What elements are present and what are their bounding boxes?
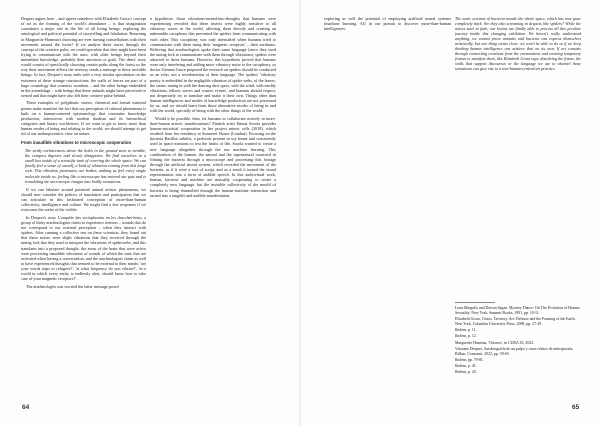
italic-passage: The sonic screams of bacteria invade the whole space, which has now gone completely dark. Are they also screaming in despair, like spiders? While the noises start to fade, our brains are finally able to process all this peculiar journey inside this changing exhibition. We haven't really understood anything, we cannot prove animals and bacteria can express themselves artistically, but one thing seems clear: we won't be able to do so if we keep thinking human intelligence can achieve that on its own. If art consists through connecting creations from the environment and creating temporary frames to manifest them, like Elizabeth Grosz says, dissolving the frame, the walls that support discourses or the language we use to channel these sensations can give rise to a non-human-centred art practice. xyxy=(455,16,581,71)
right-page-column-1 xyxy=(324,16,451,394)
book-gutter xyxy=(299,0,301,426)
footnote: Marguerite Humeau, 'Oriones', in CURA 30, 2022. xyxy=(455,340,535,345)
body-paragraph: If we can fabulate around potential animal artistic phenomena, we should now consider the politics of translation and participation that we can articulate in this fashioned conception of more-than-human collectivity, intelligence and culture. We might find a few responses if we overcome the realm of the visible. xyxy=(21,186,146,213)
footnote: Ibidem, p. 43. xyxy=(455,370,477,375)
page-number-right: 65 xyxy=(572,404,580,411)
footnotes xyxy=(455,302,581,377)
left-page-column-1 xyxy=(21,16,146,394)
footnote: Ibidem, p. 41. xyxy=(455,364,477,369)
footnote: Lynn Margulis and Dorion Sagan, Mystery Dance: On The Evolution of Human Sexuality. New York, Summit Books, 1991, pp. 10-11. xyxy=(455,306,580,315)
footnote: Ibidem, p. 11. xyxy=(455,328,477,333)
body-paragraph: a hypothesis: those vibrations-turned-into-thoughts that humans were experiencing revealed that these insects were highly sensitive to all vibratory waves in the world, affecting them directly and creating an unbearable cacophony that prevented the spiders from communicating with each other. This cacophony was only intensified when humans tried to communicate with them using their 'magnetic receptors' – their eardrums. Believing that arachnologists spoke their same language (since they used the tuning fork to communicate with them through vibrations), spiders were attracted to these humans. However, this hypothesis proved that humans were only interfering and adding more vibratory noise to the cacophony, so doctor Gemma Grace proposed the research on spiders should be conducted as an echo, not a reverberation of their language. The spiders' 'vibratory poetry is embedded in the negligible vibration of spider webs, of the leaves, the stems, tuning in with the dancing dust specs, with the wind, with earthly vibrations, telluric waves and cosmic events', and humans should respect, not desperately try to translate and make it their own. Things other than human intelligences and modes of knowledge production are not possessed by us, and we should learn from those alternative modes of being in and with the world, specially of being with the other things of the world. xyxy=(150,16,276,114)
section-heading: From inaudible vibrations to microscopic cooperation xyxy=(21,140,132,146)
body-paragraph: Despret argues here – and agrees somehow with Elizabeth Grosz's concept of art as the framing of the world's abundance – is that imagination constitutes a major role in the life of all living beings, exploring the ontological and political potential of storytelling and fabulation. Returning to Marguerite Humeau's throwing are ever turning constellations with their movement around the forest? If we analyse these traces through the concept of the creative pulse, we could speculate that deer might have been trying to communicate with the stars, with other beings beyond their immediate knowledge, probably their ancestors or gods. The deers' story would consist of specifically choosing certain paths along the forest so the way their movement affects the territory sends a message to these invisible beings. In fact, Despret's story ends with a very similar speculation on the existence of these strange constructions: the walls of fences are part of a huge cosmology that connects wombats – and the other beings embedded in the assemblage – with beings that these animals might have perceived or sensed and that might have also left their creative pulse behind. xyxy=(21,16,146,98)
italic-passage: The stridy architectures above the holes in the ground start to tremble, the compost digestor and slowly disappears. We find ourselves in a small box inside of a scientific tank of covering the whole space. We can finally feel a sense of ourself, a kind of vibration coming from this large web. This vibration penetrates our bodies, making us feel every single molecule inside us, feeling like a microscope has entered our guts and is translating the microscopic images into bodily sensations. xyxy=(25,147,146,184)
body-paragraph: These examples of polyphonic stories, chemical and formal material poems make manifest the fact that our perception of cultural phenomena is built on a human-centered epistemology that constrains knowledge production, interwoven with modern dualism and its hierarchical categories and binary worldviews. If we want to get to know more than human modes of being and relating to the world, we should attempt to get rid of our anthropocentric view on nature. xyxy=(21,100,146,137)
footnote: Ibidem, p. 12. xyxy=(455,334,477,339)
footnote: Elizabeth Grosz, Chaos, Territory, Art: Deleuze and the Framing of the Earth. New York, Columbia University Press, 2008, pp. 27-29. xyxy=(455,317,576,326)
footnote: Vinciane Despret, Autobiografía de un pulpo y otros relatos de anticipación. Bilbao, Consonni, 2022, pp. 59-65. xyxy=(455,346,574,356)
body-paragraph: exploring as well the potential of employing artificial neural systems (machine learning, AI) in our pursuit to discover more-than-human intelligences. xyxy=(324,16,451,32)
body-paragraph: The arachnologist was worried the latter message posed xyxy=(26,283,119,289)
body-paragraph: In Despret's story L'enquête des sociophonies en les churches-bitos, a group of thirty arachnologists claim to experience tremors – sounds that do not correspond to our external perception – when they interact with spiders. After running a collective test on these scientists, they found out that these noises were slight vibrations that they received through the tuning fork that they used to interpret the vibrations of spiderwebs, and this translates into a proposed thought: the areas of the brain that were active were processing inaudible vibrations of sounds of which the ones that are activated when having a conversation, and the arachnologists claim as well to have experienced thoughts that seemed to be external to their minds: 'are your words traps or refugees?', 'at what frequency do you vibrate?', 'in a world in which every entity is endlessly alert, should know how to take care of your magnetic receptors?'. xyxy=(21,214,146,282)
page-number-left: 64 xyxy=(22,404,30,411)
body-paragraph: Would it be possible, then, for humans to collaborate actively in more-than-human artistic manifestations? Finnish artist Emma Sorola provides human-microbial cooperation in her project mimic cells (2018), which resulted from her residency at Somerset House (London). Focusing on the bacteria Bacillus subtilis, a probiotic present in soy beans and consistently used in space missions to test the limits of life, Sorola wanted to create a new language altogether through the use machine learning. This combination of the human, the natural and the supernatural consisted in filming the bacteria through a microscope and processing this footage through the artificial neural system, which recorded the movement of the bacteria, as if it were a sort of script, and as a result it turned the visual representation into a form of audible speech. In this audiovisual work, human, bacteria and machine are mutually cooperating to create a completely new language, but the invisible collectivity of the mould of bacteria is being channelled through the human-machine interaction and turned into a tangible and audible manifestation, xyxy=(150,115,276,198)
footnote: Ibidem, pp. 79-81. xyxy=(455,357,484,362)
left-page-column-2 xyxy=(150,16,276,394)
footnote-rule xyxy=(455,302,495,303)
